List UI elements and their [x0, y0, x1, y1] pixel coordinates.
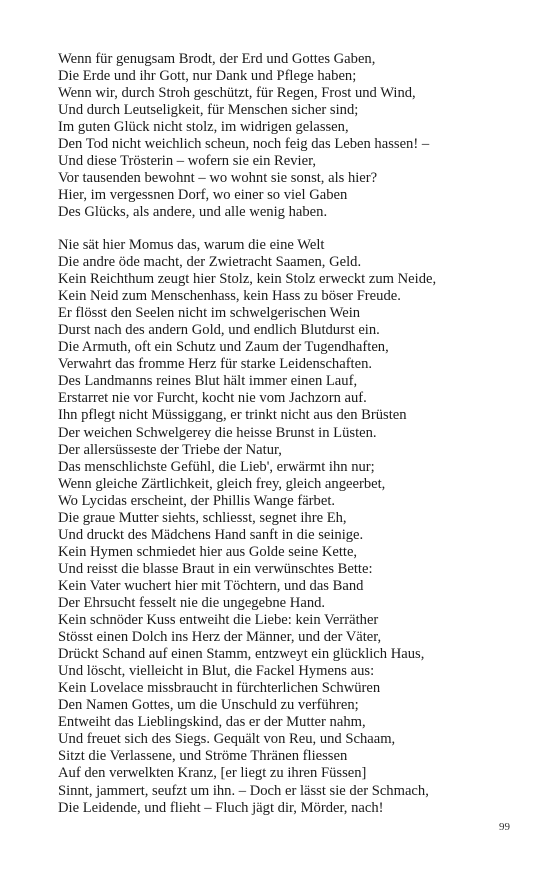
- verse-line: Das menschlichste Gefühl, die Lieb', erwärmt ihn nur;: [58, 458, 375, 475]
- verse-line: Kein schnöder Kuss entweiht die Liebe: kein Verräther: [58, 612, 379, 629]
- verse-line: Er flösst den Seelen nicht im schwelgerischen Wein: [58, 305, 361, 322]
- verse-line: Die Erde und ihr Gott, nur Dank und Pflege haben;: [58, 68, 357, 85]
- verse-line: Des Landmanns reines Blut hält immer einen Lauf,: [58, 373, 358, 390]
- verse-line: Verwahrt das fromme Herz für starke Leidenschaften.: [58, 356, 373, 373]
- verse-line: Der weichen Schwelgerey die heisse Brunst in Lüsten.: [58, 424, 377, 441]
- verse-line: Kein Neid zum Menschenhass, kein Hass zu böser Freude.: [58, 288, 401, 305]
- verse-line: Des Glücks, als andere, und alle wenig haben.: [58, 204, 328, 221]
- stanza-2: [58, 237, 528, 817]
- verse-line: Den Tod nicht weichlich scheun, noch feig das Leben hassen! –: [58, 136, 430, 153]
- verse-line: Sitzt die Verlassene, und Ströme Thränen fliessen: [58, 748, 348, 765]
- verse-line: Die graue Mutter siehts, schliesst, segnet ihre Eh,: [58, 509, 347, 526]
- verse-line: Wenn wir, durch Stroh geschützt, für Regen, Frost und Wind,: [58, 85, 416, 102]
- verse-line: Ihn pflegt nicht Müssiggang, er trinkt nicht aus den Brüsten: [58, 407, 407, 424]
- verse-line: Nie sät hier Momus das, warum die eine Welt: [58, 237, 325, 253]
- page-number: 99: [499, 821, 510, 833]
- verse-line: Die andre öde macht, der Zwietracht Saamen, Geld.: [58, 254, 362, 271]
- verse-line: Hier, im vergessnen Dorf, wo einer so viel Gaben: [58, 187, 348, 204]
- verse-line: Wenn für genugsam Brodt, der Erd und Gottes Gaben,: [58, 51, 376, 67]
- verse-line: Kein Lovelace missbraucht in fürchterlichen Schwüren: [58, 680, 381, 697]
- verse-line: Und reisst die blasse Braut in ein verwünschtes Bette:: [58, 560, 373, 577]
- verse-line: Wo Lycidas erscheint, der Phillis Wange färbet.: [58, 492, 336, 509]
- verse-line: Kein Reichthum zeugt hier Stolz, kein Stolz erweckt zum Neide,: [58, 271, 437, 288]
- verse-line: Und durch Leutseligkeit, für Menschen sicher sind;: [58, 102, 359, 119]
- verse-line: Auf den verwelkten Kranz, [er liegt zu ihren Füssen]: [58, 765, 367, 782]
- verse-line: Vor tausenden bewohnt – wo wohnt sie sonst, als hier?: [58, 170, 378, 187]
- verse-line: Die Leidende, und flieht – Fluch jägt dir, Mörder, nach!: [58, 799, 384, 816]
- verse-line: Stösst einen Dolch ins Herz der Männer, und der Väter,: [58, 629, 382, 646]
- verse-line: Drückt Schand auf einen Stamm, entzweyt ein glücklich Haus,: [58, 646, 425, 663]
- verse-line: Die Armuth, oft ein Schutz und Zaum der Tugendhaften,: [58, 339, 389, 356]
- verse-line: Kein Vater wuchert hier mit Töchtern, und das Band: [58, 577, 364, 594]
- verse-line: Und druckt des Mädchens Hand sanft in die seinige.: [58, 526, 364, 543]
- verse-line: Und freuet sich des Siegs. Gequält von Reu, und Schaam,: [58, 731, 396, 748]
- verse-line: Entweiht das Lieblingskind, das er der Mutter nahm,: [58, 714, 366, 731]
- verse-line: Sinnt, jammert, seufzt um ihn. – Doch er lässt sie der Schmach,: [58, 782, 429, 799]
- verse-line: Und löscht, vielleicht in Blut, die Fackel Hymens aus:: [58, 663, 375, 680]
- verse-line: Den Namen Gottes, um die Unschuld zu verführen;: [58, 697, 359, 714]
- verse-line: Kein Hymen schmiedet hier aus Golde seine Kette,: [58, 543, 358, 560]
- verse-line: Der allersüsseste der Triebe der Natur,: [58, 441, 282, 458]
- verse-line: Im guten Glück nicht stolz, im widrigen gelassen,: [58, 119, 349, 136]
- verse-line: Erstarret nie vor Furcht, kocht nie vom Jachzorn auf.: [58, 390, 367, 407]
- verse-line: Durst nach des andern Gold, und endlich Blutdurst ein.: [58, 322, 380, 339]
- verse-line: Der Ehrsucht fesselt nie die ungegebne Hand.: [58, 594, 326, 611]
- verse-line: Wenn gleiche Zärtlichkeit, gleich frey, gleich angeerbet,: [58, 475, 386, 492]
- verse-line: Und diese Trösterin – wofern sie ein Revier,: [58, 153, 317, 170]
- stanza-1: [58, 51, 528, 221]
